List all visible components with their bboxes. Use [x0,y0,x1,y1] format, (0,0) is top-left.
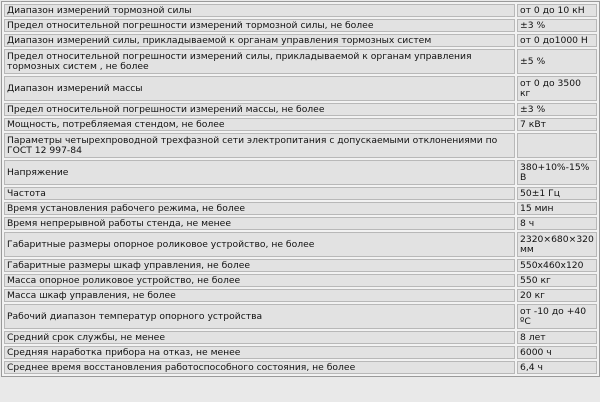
param-cell: Габаритные размеры опорное роликовое устройство, не более [4,232,515,257]
param-cell: Мощность, потребляемая стендом, не более [4,118,515,131]
value-cell: ±5 % [517,49,597,74]
param-cell: Предел относительной погрешности измерений силы, прикладываемой к органам управления тормозных систем , не более [4,49,515,74]
param-cell: Предел относительной погрешности измерений тормозной силы, не более [4,19,515,32]
table-row [4,202,597,215]
param-cell: Диапазон измерений тормозной силы [4,4,515,17]
value-cell: от 0 до 10 кН [517,4,597,17]
table-row [4,34,597,47]
value-cell: от 0 до1000 Н [517,34,597,47]
value-cell: 8 ч [517,217,597,230]
table-row [4,274,597,287]
param-cell: Средняя наработка прибора на отказ, не менее [4,346,515,359]
value-cell: 550 кг [517,274,597,287]
param-cell: Среднее время восстановления работоспособного состояния, не более [4,361,515,374]
table-row [4,289,597,302]
value-cell: 7 кВт [517,118,597,131]
value-cell: от 0 до 3500 кг [517,76,597,101]
param-cell: Масса шкаф управления, не более [4,289,515,302]
value-cell: 6000 ч [517,346,597,359]
table-row [4,19,597,32]
table-row [4,103,597,116]
table-row [4,76,597,101]
specs-table [1,1,600,377]
specs-table-container [1,1,600,377]
param-cell: Напряжение [4,160,515,185]
table-row [4,217,597,230]
value-cell: 20 кг [517,289,597,302]
value-cell: 2320×680×320 мм [517,232,597,257]
param-cell: Габаритные размеры шкаф управления, не более [4,259,515,272]
table-row [4,346,597,359]
table-row [4,4,597,17]
param-cell: Частота [4,187,515,200]
value-cell: 8 лет [517,331,597,344]
value-cell: 50±1 Гц [517,187,597,200]
param-cell: Средний срок службы, не менее [4,331,515,344]
value-cell: 15 мин [517,202,597,215]
value-cell: ±3 % [517,103,597,116]
value-cell: ±3 % [517,19,597,32]
table-row [4,259,597,272]
param-cell: Масса опорное роликовое устройство, не более [4,274,515,287]
param-cell: Параметры четырехпроводной трехфазной сети электропитания с допускаемыми отклонениями по ГОСТ 12 997-84 [4,133,515,158]
value-cell [517,133,597,158]
param-cell: Время непрерывной работы стенда, не менее [4,217,515,230]
table-row [4,160,597,185]
param-cell: Время установления рабочего режима, не более [4,202,515,215]
value-cell: 380+10%-15% В [517,160,597,185]
value-cell: 550х460х120 [517,259,597,272]
param-cell: Диапазон измерений массы [4,76,515,101]
table-row [4,49,597,74]
param-cell: Диапазон измерений силы, прикладываемой к органам управления тормозных систем [4,34,515,47]
table-row [4,331,597,344]
table-row [4,304,597,329]
param-cell: Предел относительной погрешности измерений массы, не более [4,103,515,116]
param-cell: Рабочий диапазон температур опорного устройства [4,304,515,329]
value-cell: от -10 до +40 ºС [517,304,597,329]
table-row [4,187,597,200]
table-row [4,232,597,257]
table-row [4,361,597,374]
table-row [4,118,597,131]
value-cell: 6,4 ч [517,361,597,374]
table-row [4,133,597,158]
